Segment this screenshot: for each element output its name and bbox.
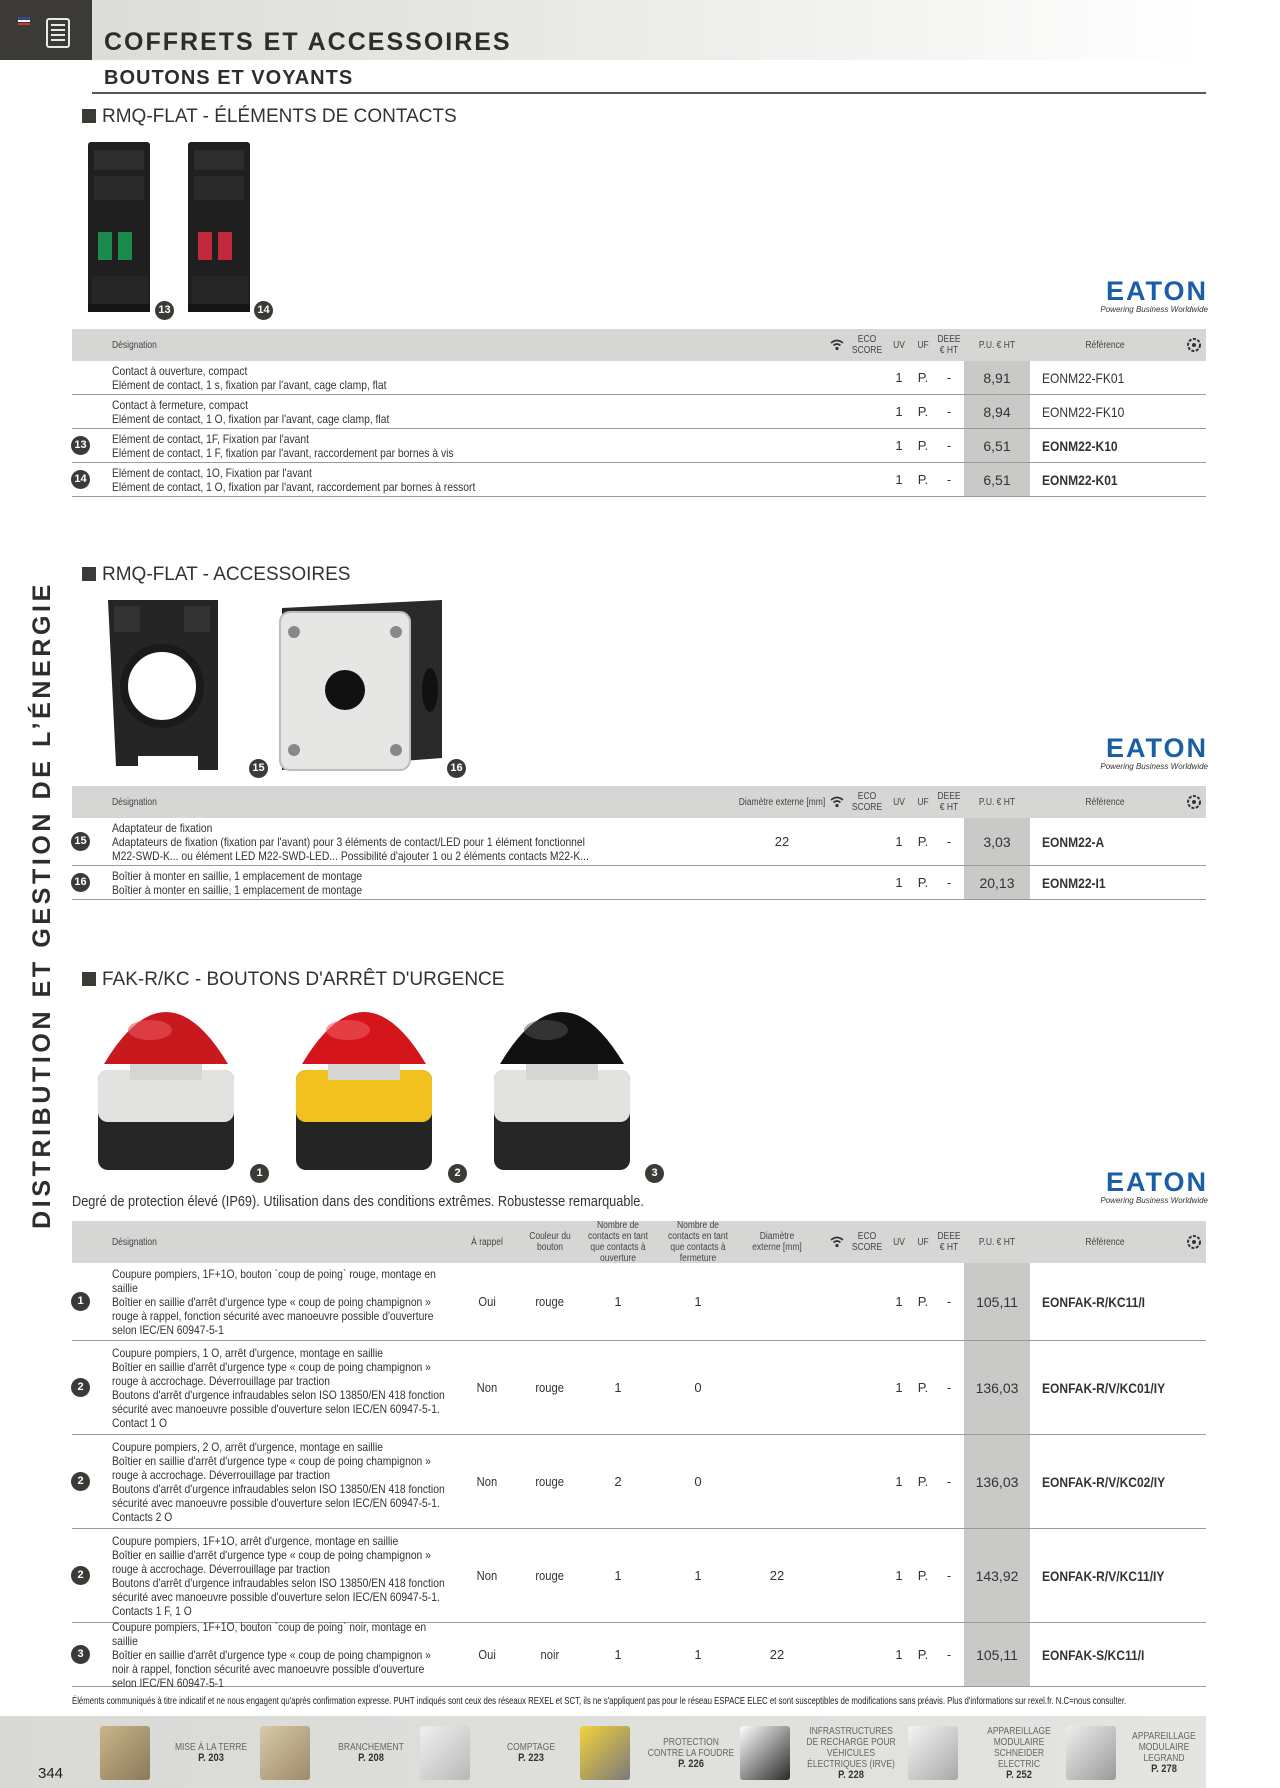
table-row: 2 Coupure pompiers, 1F+1O, arrêt d'urgence, montage en saillie Boîtier en saillie d'arrêt d'urgence type « coup de poing champignon » rouge à accrochage. Déverrouillage par traction Boutons d'arrêt d'urgence infraudables selon ISO 13850/EN 418 fonction sécurité avec manoeuvre possible d'ouverture selon IEC/EN 60947-5-1. Contacts 1 F, 1 O Non rouge 1 1 22 1 P. - 143,92 EONFAK-R/V/KC11/IY (72, 1529, 1206, 1623)
page-subtitle: BOUTONS ET VOYANTS (104, 67, 354, 89)
ev-charger-thumbnail-icon (740, 1726, 790, 1780)
eaton-logo: EATON Powering Business Worldwide (1100, 276, 1208, 314)
table-row: 14 Elément de contact, 1O, Fixation par l'avant Elément de contact, 1 O, fixation par l'avant, raccordement par bornes à ressort 1 P. - 6,51 EONM22-K01 (72, 463, 1206, 497)
square-bullet-icon (82, 567, 96, 581)
product-reference[interactable]: EONM22-I1 (1042, 874, 1106, 891)
photo-label-3: 3 (645, 1164, 664, 1183)
section-title-accessories: RMQ-FLAT - ACCESSOIRES (82, 564, 350, 586)
emergency-stop-table (72, 1220, 1206, 1690)
footer-link-branchement[interactable]: BRANCHEMENT P. 208 (260, 1722, 430, 1784)
eco-label-icon (1186, 337, 1202, 353)
square-bullet-icon (82, 109, 96, 123)
page-number: 344 (38, 1765, 64, 1782)
section-title-emergency-stop: FAK-R/KC - BOUTONS D'ARRÊT D'URGENCE (82, 969, 504, 991)
product-reference[interactable]: EONFAK-R/KC11/I (1042, 1293, 1146, 1310)
row-badge: 15 (71, 832, 90, 851)
product-reference[interactable]: EONM22-A (1042, 833, 1105, 850)
table-header: Désignation Diamètre externe [mm] ECO SCORE UV UF DEEE € HT P.U. € HT Référence (72, 786, 1206, 818)
footer-link-modulaire-schneider[interactable]: APPAREILLAGE MODULAIRE SCHNEIDER ELECTRIC P. 252 (908, 1722, 1078, 1784)
electrical-panel-icon (46, 18, 70, 48)
meter-thumbnail-icon (420, 1726, 470, 1780)
product-reference[interactable]: EONFAK-R/V/KC11/IY (1042, 1567, 1165, 1584)
footer-link-modulaire-legrand[interactable]: APPAREILLAGE MODULAIRE LEGRAND P. 278 (1066, 1722, 1206, 1784)
product-reference[interactable]: EONFAK-R/V/KC01/IY (1042, 1379, 1166, 1396)
footer-link-protection-foudre[interactable]: PROTECTION CONTRE LA FOUDRE P. 226 (580, 1722, 750, 1784)
unit-price: 3,03 (964, 818, 1030, 865)
unit-price: 143,92 (964, 1529, 1030, 1622)
breaker-thumbnail-icon (908, 1726, 958, 1780)
contact-elements-photo (80, 136, 260, 321)
table-row: 3 Coupure pompiers, 1F+1O, bouton `coup de poing` noir, montage en saillie Boîtier en saillie d'arrêt d'urgence type « coup de poing champignon » noir à rappel, fonction sécurité avec manoeuvre possible d'ouverture selon IEC/EN 60947-5-1 Oui noir 1 1 22 1 P. - 105,11 EONFAK-S/KC11/I (72, 1623, 1206, 1687)
unit-price: 105,11 (964, 1623, 1030, 1686)
table-header: Désignation À rappel Couleur du bouton Nombre de contacts en tant que contacts à ouverture Nombre de contacts en tant que contacts à fermeture Diamètre externe [mm] ECO SCORE UV UF DEEE € HT P.U. € HT Référence (72, 1221, 1206, 1263)
table-row: 13 Elément de contact, 1F, Fixation par l'avant Elément de contact, 1 F, fixation par l'avant, raccordement par bornes à vis 1 P. - 6,51 EONM22-K10 (72, 429, 1206, 463)
table-row: 1 Coupure pompiers, 1F+1O, bouton `coup de poing` rouge, montage en saillie Boîtier en saillie d'arrêt d'urgence type « coup de poing champignon » rouge à rappel, fonction sécurité avec manoeuvre possible d'ouverture selon IEC/EN 60947-5-1 Oui rouge 1 1 1 P. - 105,11 EONFAK-R/KC11/I (72, 1263, 1206, 1341)
photo-label-14: 14 (254, 301, 273, 320)
photo-label-15: 15 (249, 759, 268, 778)
footer-link-mise-a-la-terre[interactable]: MISE À LA TERRE P. 203 (100, 1722, 270, 1784)
table-row: 2 Coupure pompiers, 2 O, arrêt d'urgence, montage en saillie Boîtier en saillie d'arrêt d'urgence type « coup de poing champignon » rouge à accrochage. Déverrouillage par traction Boutons d'arrêt d'urgence infraudables selon ISO 13850/EN 418 fonction sécurité avec manoeuvre possible d'ouverture selon IEC/EN 60947-5-1. Contacts 2 O Non rouge 2 0 1 P. - 136,03 EONFAK-R/V/KC02/IY (72, 1435, 1206, 1529)
row-badge: 2 (71, 1378, 90, 1397)
unit-price: 105,11 (964, 1263, 1030, 1340)
section-note: Degré de protection élevé (IP69). Utilisation dans des conditions extrêmes. Robustesse remarquable. (72, 1193, 644, 1210)
breaker-thumbnail-icon (1066, 1726, 1116, 1780)
photo-label-16: 16 (447, 759, 466, 778)
emergency-buttons-photo (90, 1000, 650, 1180)
unit-price: 8,94 (964, 395, 1030, 428)
header-dark-block (0, 0, 92, 60)
unit-price: 20,13 (964, 866, 1030, 899)
row-badge: 3 (71, 1645, 90, 1664)
flag-icon (18, 17, 30, 24)
unit-price: 136,03 (964, 1341, 1030, 1434)
table-row: 15 Adaptateur de fixation Adaptateurs de fixation (fixation par l'avant) pour 3 éléments de contact/LED pour 1 élément fonctionnel M22-SWD-K... ou élément LED M22-SWD-LED... Possibilité d'ajouter 1 ou 2 éléments contacts M22-K... 22 1 P. - 3,03 EONM22-A (72, 818, 1206, 866)
photo-label-1: 1 (250, 1164, 269, 1183)
unit-price: 8,91 (964, 361, 1030, 394)
photo-label-13: 13 (155, 301, 174, 320)
unit-price: 6,51 (964, 429, 1030, 462)
table-row: Contact à fermeture, compact Elément de contact, 1 O, fixation par l'avant, cage clamp, flat 1 P. - 8,94 EONM22-FK10 (72, 395, 1206, 429)
footer-link-irve[interactable]: INFRASTRUCTURES DE RECHARGE POUR VÉHICULES ÉLECTRIQUES (IRVE) P. 228 (740, 1722, 910, 1784)
row-badge: 13 (71, 436, 90, 455)
contacts-table (72, 329, 1206, 497)
photo-label-2: 2 (448, 1164, 467, 1183)
table-row: Contact à ouverture, compact Elément de contact, 1 s, fixation par l'avant, cage clamp, flat 1 P. - 8,91 EONM22-FK01 (72, 361, 1206, 395)
disclaimer-text: Éléments communiqués à titre indicatif et ne nous engagent qu'après confirmation expresse. PUHT indiqués sont ceux des réseaux REXEL et SCT, ils ne s'appliquent pas pour le réseau ESPACE ELEC et sont susceptibles de modifications sans préavis. Plus d'informations sur rexel.fr. N.C=nous consulter. (72, 1696, 1127, 1707)
row-badge: 14 (71, 470, 90, 489)
row-badge: 2 (71, 1566, 90, 1585)
grounding-thumbnail-icon (100, 1726, 150, 1780)
unit-price: 136,03 (964, 1435, 1030, 1528)
eaton-logo: EATON Powering Business Worldwide (1100, 733, 1208, 771)
product-reference[interactable]: EONFAK-R/V/KC02/IY (1042, 1473, 1166, 1490)
row-badge: 2 (71, 1472, 90, 1491)
connection-thumbnail-icon (260, 1726, 310, 1780)
product-reference[interactable]: EONM22-K01 (1042, 471, 1118, 488)
table-row: 16 Boîtier à monter en saillie, 1 emplacement de montage Boîtier à monter en saillie, 1 emplacement de montage 1 P. - 20,13 EONM22-I1 (72, 866, 1206, 900)
square-bullet-icon (82, 972, 96, 986)
eco-label-icon (1186, 794, 1202, 810)
table-header: Désignation ECO SCORE UV UF DEEE € HT P.U. € HT Référence (72, 329, 1206, 361)
row-badge: 16 (71, 873, 90, 892)
product-reference[interactable]: EONFAK-S/KC11/I (1042, 1646, 1145, 1663)
accessories-photo (100, 594, 450, 780)
product-reference[interactable]: EONM22-K10 (1042, 437, 1118, 454)
eaton-logo: EATON Powering Business Worldwide (1100, 1167, 1208, 1205)
row-badge: 1 (71, 1292, 90, 1311)
page-title: COFFRETS ET ACCESSOIRES (104, 28, 512, 56)
title-divider (92, 92, 1206, 94)
side-chapter-title: DISTRIBUTION ET GESTION DE L’ÉNERGIE (28, 581, 56, 1229)
footer-link-comptage[interactable]: COMPTAGE P. 223 (420, 1722, 590, 1784)
wifi-icon (830, 1236, 844, 1248)
product-reference[interactable]: EONM22-FK01 (1042, 369, 1125, 386)
product-reference[interactable]: EONM22-FK10 (1042, 403, 1125, 420)
wifi-icon (830, 796, 844, 808)
eco-label-icon (1186, 1234, 1202, 1250)
unit-price: 6,51 (964, 463, 1030, 496)
section-title-contacts: RMQ-FLAT - ÉLÉMENTS DE CONTACTS (82, 106, 457, 128)
table-row: 2 Coupure pompiers, 1 O, arrêt d'urgence, montage en saillie Boîtier en saillie d'arrêt d'urgence type « coup de poing champignon » rouge à accrochage. Déverrouillage par traction Boutons d'arrêt d'urgence infraudables selon ISO 13850/EN 418 fonction sécurité avec manoeuvre possible d'ouverture selon IEC/EN 60947-5-1. Contact 1 O Non rouge 1 0 1 P. - 136,03 EONFAK-R/V/KC01/IY (72, 1341, 1206, 1435)
accessories-table (72, 786, 1206, 900)
surge-protector-thumbnail-icon (580, 1726, 630, 1780)
wifi-icon (830, 339, 844, 351)
